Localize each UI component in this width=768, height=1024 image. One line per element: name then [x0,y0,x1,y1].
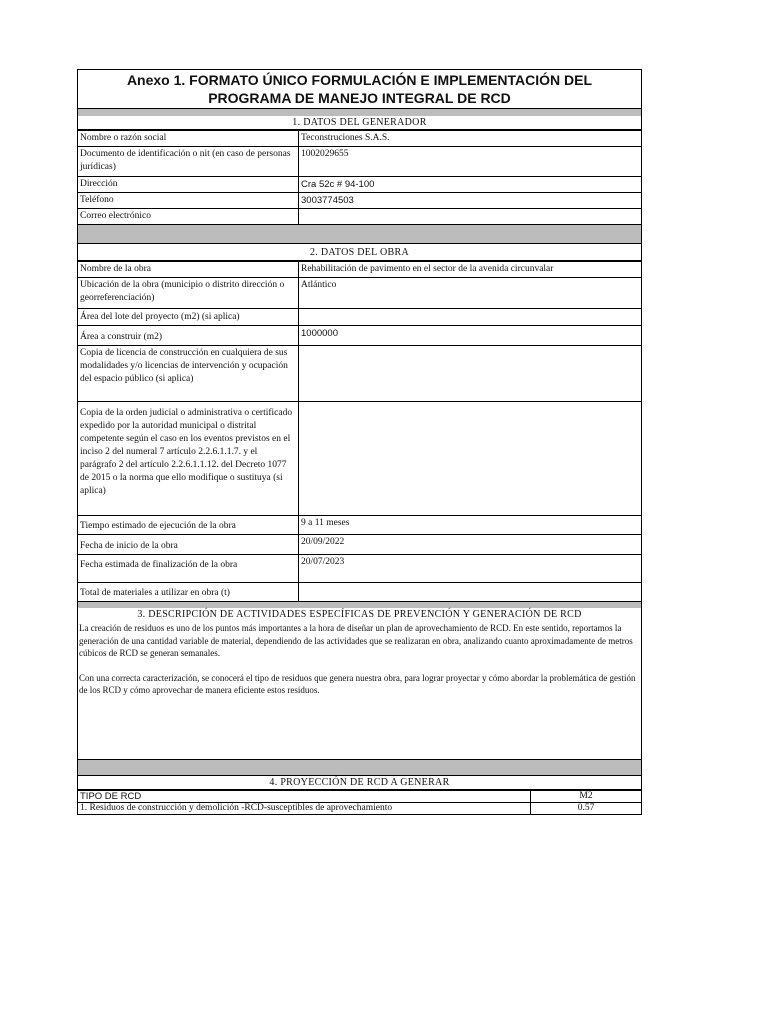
table-row [78,147,642,177]
table-row [78,326,642,346]
field-label: Documento de identificación o nit (en caso de personas jurídicas) [78,147,299,177]
field-label: Dirección [78,177,299,193]
field-label: Área a construir (m2) [78,326,299,346]
field-value[interactable]: 3003774503 [299,193,642,209]
field-value[interactable]: 1002029655 [299,147,642,177]
gray-separator [77,108,642,116]
rcd-form [77,69,642,815]
table-row [78,193,642,209]
work-table [77,261,642,602]
field-label: Correo electrónico [78,209,299,225]
field-label: Total de materiales a utilizar en obra (t) [78,583,299,602]
field-value[interactable] [299,346,642,402]
table-row [78,535,642,555]
field-label: Copia de licencia de construcción en cualquiera de sus modalidades y/o licencias de intervención y ocupación del espacio público (si aplica) [78,346,299,402]
section2-heading: 2. DATOS DEL OBRA [77,243,642,261]
field-label: Área del lote del proyecto (m2) (si aplica) [78,309,299,326]
table-row [78,278,642,309]
table-row [78,177,642,193]
projection-table [77,790,642,815]
field-label: Ubicación de la obra (municipio o distrito dirección o georreferenciación) [78,278,299,309]
table-row [78,209,642,225]
field-label: Tiempo estimado de ejecución de la obra [78,516,299,535]
field-label: Nombre o razón social [78,131,299,147]
field-value[interactable] [299,583,642,602]
activities-description[interactable] [77,621,642,760]
field-label: Fecha estimada de finalización de la obra [78,555,299,583]
section4-heading: 4. PROYECCIÓN DE RCD A GENERAR [77,775,642,790]
field-value[interactable]: 20/07/2023 [299,555,642,583]
table-row [78,791,642,803]
rcd-type-cell: 1. Residuos de construcción y demolición -RCD-susceptibles de aprovechamiento [78,803,531,815]
field-value[interactable] [299,309,642,326]
column-header-m2: M2 [531,791,642,803]
field-value[interactable]: Teconstruciones S.A.S. [299,131,642,147]
table-row [78,131,642,147]
table-row [78,309,642,326]
table-row [78,555,642,583]
column-header-type: TIPO DE RCD [78,791,531,803]
description-paragraph: Con una correcta caracterización, se conocerá el tipo de residuos que genera nuestra obra, para lograr proyectar y cómo abordar la problemática de gestión de los RCD y cómo aprovechar de manera eficiente estos residuos. [79,672,636,695]
field-value[interactable]: Rehabilitación de pavimento en el sector de la avenida circunvalar [299,262,642,278]
field-value[interactable]: Atlántico [299,278,642,309]
section3-heading: 3. DESCRIPCIÓN DE ACTIVIDADES ESPECÍFICAS DE PREVENCIÓN Y GENERACIÓN DE RCD [77,608,642,621]
table-row [78,346,642,402]
field-label: Fecha de inicio de la obra [78,535,299,555]
field-value[interactable] [299,209,642,225]
rcd-m2-cell[interactable]: 0.57 [531,803,642,815]
form-title: Anexo 1. FORMATO ÚNICO FORMULACIÓN E IMPLEMENTACIÓN DEL PROGRAMA DE MANEJO INTEGRAL DE RCD [77,69,642,108]
field-value[interactable]: 9 a 11 meses [299,516,642,535]
table-row [78,402,642,516]
field-value[interactable]: 1000000 [299,326,642,346]
table-row [78,583,642,602]
gray-separator [77,225,642,243]
field-value[interactable]: 20/09/2022 [299,535,642,555]
description-paragraph: La creación de residuos es uno de los puntos más importantes a la hora de diseñar un plan de aprovechamiento de RCD. En este sentido, reportamos la generación de una cantidad variable de material, dependiendo de las actividades que se realizaran en obra, analizando cuanto aproximadamente de metros cúbicos de RCD se generan semanales. [79,623,633,658]
field-label: Teléfono [78,193,299,209]
field-value[interactable]: Cra 52c # 94-100 [299,177,642,193]
section1-heading: 1. DATOS DEL GENERADOR [77,116,642,130]
field-label: Copia de la orden judicial o administrativa o certificado expedido por la autoridad municipal o distrital competente según el caso en los eventos previstos en el inciso 2 del numeral 7 artículo 2.2.6.1.1.7. y el parágrafo 2 del artículo 2.2.6.1.1.12. del Decreto 1077 de 2015 o la norma que ello modifique o sustituya (si aplica) [78,402,299,516]
gray-separator [77,760,642,775]
table-row [78,516,642,535]
generator-table [77,130,642,225]
table-row [78,803,642,815]
field-label: Nombre de la obra [78,262,299,278]
field-value[interactable] [299,402,642,516]
table-row [78,262,642,278]
